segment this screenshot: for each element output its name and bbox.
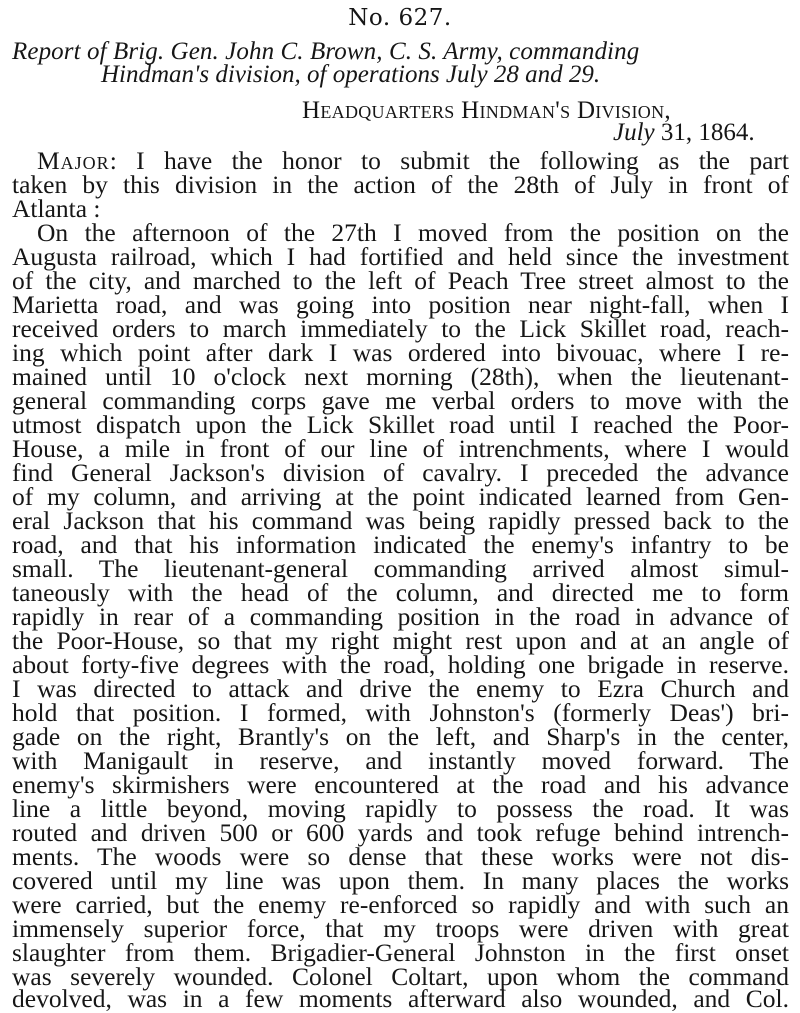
body-line: taken by this division in the action of the 28th of July in front of: [12, 170, 789, 199]
salutation: Major: [37, 146, 110, 175]
body-line: the Poor-House, so that my right might rest upon and at an angle of: [12, 626, 789, 655]
body-line: Marietta road, and was going into position near night-fall, when I: [12, 290, 789, 319]
body-line: small. The lieutenant-general commanding arrived almost simul-: [12, 554, 789, 583]
body-line: slaughter from them. Brigadier-General Johnston in the first onset: [12, 938, 789, 967]
body-line: immensely superior force, that my troops were driven with great: [12, 914, 789, 943]
body-line: utmost dispatch upon the Lick Skillet road until I reached the Poor-: [12, 410, 789, 439]
body-line: rapidly in rear of a commanding position in the road in advance of: [12, 602, 789, 631]
body-line: with Manigault in reserve, and instantly moved forward. The: [12, 746, 789, 775]
report-title-line-1: Report of Brig. Gen. John C. Brown, C. S. Army, commanding: [12, 38, 640, 65]
body-line: hold that position. I formed, with Johnston's (formerly Deas') bri-: [12, 698, 789, 727]
body-line: On the afternoon of the 27th I moved from the position on the: [37, 218, 789, 247]
body-line: ments. The woods were so dense that these works were not dis-: [12, 842, 789, 871]
body-line: devolved, was in a few moments afterward also wounded, and Col.: [12, 984, 789, 1013]
body-line: road, and that his information indicated the enemy's infantry to be: [12, 530, 789, 559]
body-line: about forty-five degrees with the road, holding one brigade in reserve.: [12, 650, 789, 679]
body-line: routed and driven 500 or 600 yards and took refuge behind intrench-: [12, 818, 789, 847]
body-line: ing which point after dark I was ordered into bivouac, where I re-: [12, 338, 789, 367]
body-line: taneously with the head of the column, and directed me to form: [12, 578, 789, 607]
report-title-line-2: Hindman's division, of operations July 28 and 29.: [101, 61, 601, 88]
body-line: received orders to march immediately to the Lick Skillet road, reach-: [12, 314, 789, 343]
report-date-rest: 31, 1864.: [654, 119, 755, 146]
body-line: gade on the right, Brantly's on the left, and Sharp's in the center,: [12, 722, 789, 751]
body-line: enemy's skirmishers were encountered at the road and his advance: [12, 770, 789, 799]
body-line: Augusta railroad, which I had fortified and held since the investment: [12, 242, 789, 271]
headquarters-label: Headquarters Hindman's Division,: [302, 97, 671, 124]
body-line: was severely wounded. Colonel Coltart, upon whom the command: [12, 962, 789, 991]
body-line: eral Jackson that his command was being rapidly pressed back to the: [12, 506, 789, 535]
document-number: No. 627.: [348, 5, 452, 31]
body-line: I was directed to attack and drive the enemy to Ezra Church and: [12, 674, 789, 703]
report-date-month: July: [613, 119, 655, 146]
body-line: House, a mile in front of our line of intrenchments, where I would: [12, 434, 789, 463]
body-line: mained until 10 o'clock next morning (28th), when the lieutenant-: [12, 362, 789, 391]
report-date: [613, 119, 755, 147]
body-line: of my column, and arriving at the point indicated learned from Gen-: [12, 482, 789, 511]
body-line: find General Jackson's division of cavalry. I preceded the advance: [12, 458, 789, 487]
body-line: line a little beyond, moving rapidly to possess the road. It was: [12, 794, 789, 823]
body-line: general commanding corps gave me verbal orders to move with the: [12, 386, 789, 415]
body-line: Atlanta :: [12, 194, 101, 223]
body-line: were carried, but the enemy re-enforced so rapidly and with such an: [12, 890, 789, 919]
body-line: of the city, and marched to the left of Peach Tree street almost to the: [12, 266, 789, 295]
body-line: covered until my line was upon them. In many places the works: [12, 866, 789, 895]
body-line: Major: I have the honor to submit the following as the part: [37, 146, 789, 175]
